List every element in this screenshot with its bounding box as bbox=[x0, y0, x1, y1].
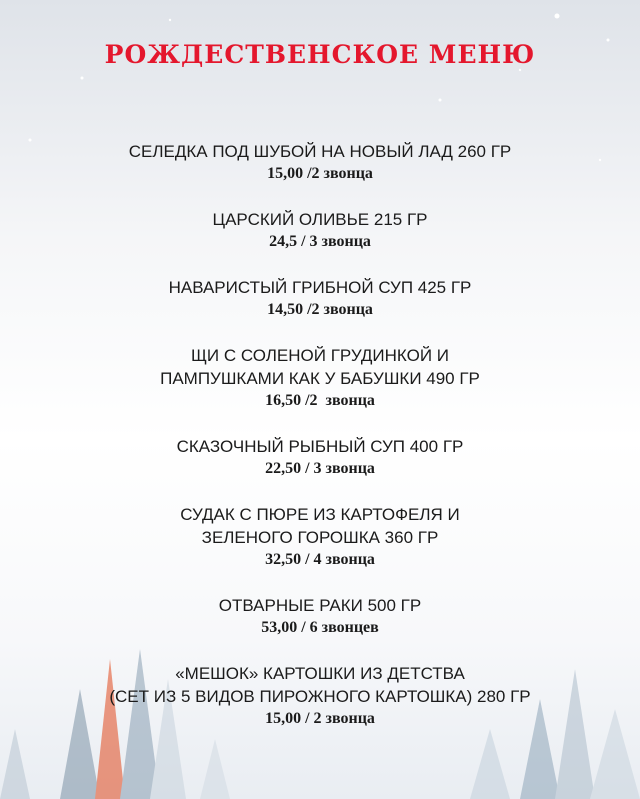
menu-item-name: НАВАРИСТЫЙ ГРИБНОЙ СУП 425 ГР bbox=[168, 278, 472, 297]
menu-item-price: 24,5 / 3 звонца bbox=[269, 233, 371, 250]
menu-item bbox=[0, 140, 640, 184]
menu-item-price: 22,50 / 3 звонца bbox=[265, 460, 375, 477]
menu-item bbox=[0, 435, 640, 479]
menu-item-name: СКАЗОЧНЫЙ РЫБНЫЙ СУП 400 ГР bbox=[176, 437, 464, 456]
menu-list bbox=[0, 140, 640, 753]
menu-item bbox=[0, 344, 640, 411]
menu-item-price: 16,50 /2 звонца bbox=[265, 392, 375, 409]
menu-item-name: «МЕШОК» КАРТОШКИ ИЗ ДЕТСТВА (СЕТ ИЗ 5 ВИДОВ ПИРОЖНОГО КАРТОШКА) 280 ГР bbox=[109, 664, 531, 706]
menu-item-price: 32,50 / 4 звонца bbox=[265, 551, 375, 568]
menu-item bbox=[0, 208, 640, 252]
menu-item-name: ЩИ С СОЛЕНОЙ ГРУДИНКОЙ И ПАМПУШКАМИ КАК У БАБУШКИ 490 ГР bbox=[160, 346, 480, 388]
menu-item bbox=[0, 594, 640, 638]
menu-item-price: 53,00 / 6 звонцев bbox=[261, 619, 379, 636]
menu-item-name: СУДАК С ПЮРЕ ИЗ КАРТОФЕЛЯ И ЗЕЛЕНОГО ГОРОШКА 360 ГР bbox=[180, 505, 460, 547]
menu-title: РОЖДЕСТВЕНСКОЕ МЕНЮ bbox=[104, 40, 536, 69]
menu-item bbox=[0, 503, 640, 570]
menu-item-price: 15,00 / 2 звонца bbox=[265, 710, 375, 727]
menu-item-name: ОТВАРНЫЕ РАКИ 500 ГР bbox=[218, 596, 422, 615]
menu-item bbox=[0, 276, 640, 320]
menu-item bbox=[0, 662, 640, 729]
menu-item-price: 14,50 /2 звонца bbox=[267, 301, 373, 318]
menu-item-price: 15,00 /2 звонца bbox=[267, 165, 373, 182]
menu-item-name: СЕЛЕДКА ПОД ШУБОЙ НА НОВЫЙ ЛАД 260 ГР bbox=[128, 142, 512, 161]
menu-item-name: ЦАРСКИЙ ОЛИВЬЕ 215 ГР bbox=[212, 210, 428, 229]
